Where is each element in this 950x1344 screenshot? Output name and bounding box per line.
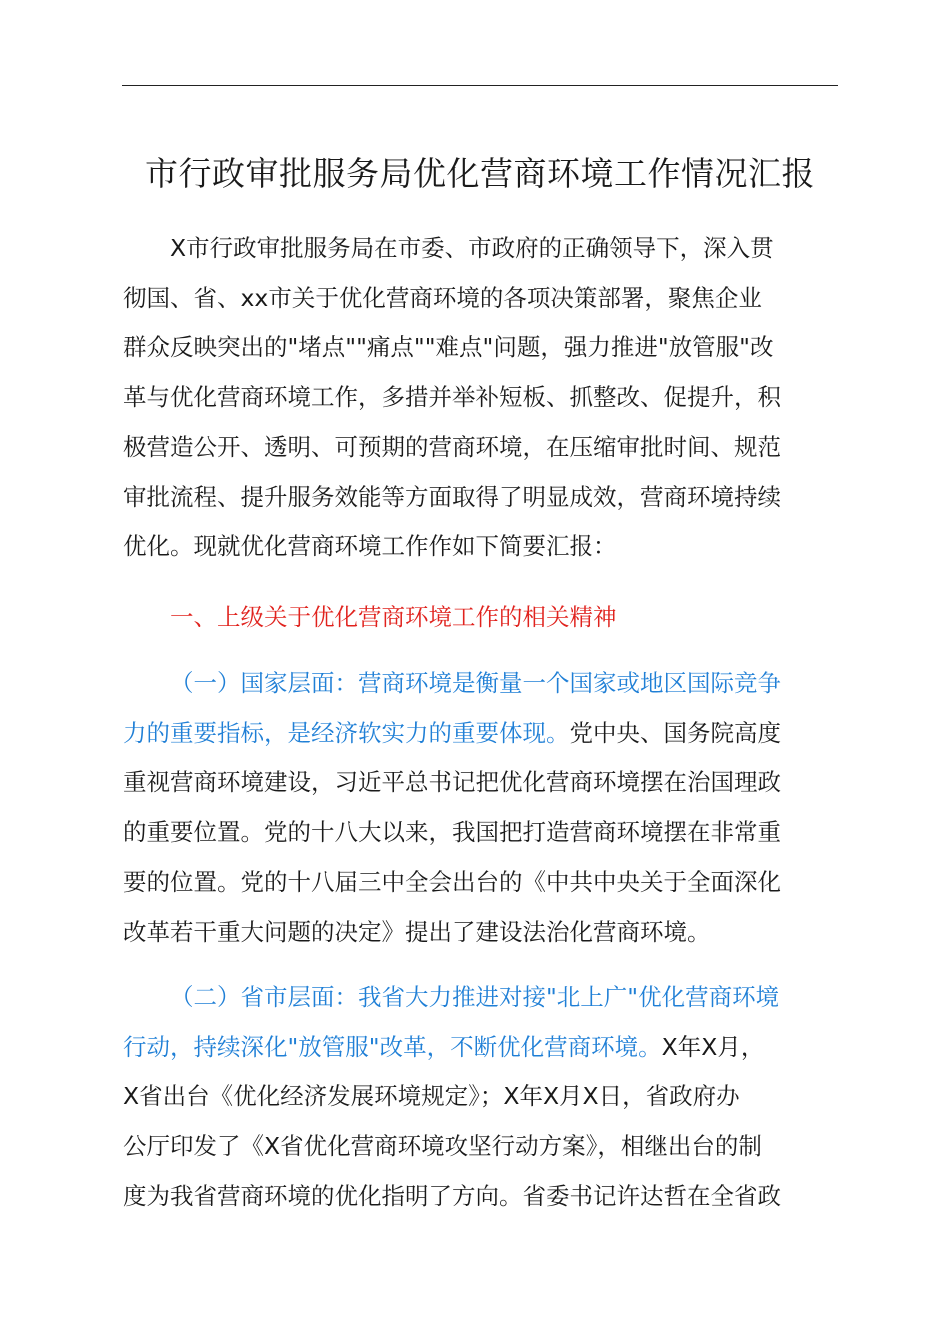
- section-heading-1: 一、上级关于优化营商环境工作的相关精神: [170, 603, 617, 631]
- header-rule: [122, 85, 838, 86]
- subsection-1-paragraph: [123, 659, 839, 957]
- subsection-2-lead: （二）省市层面：我省大力推进对接"北上广"优化营商环境 行动，持续深化"放管服"改革，不断优化营商环境。: [123, 983, 780, 1061]
- document-title: 市行政审批服务局优化营商环境工作情况汇报: [145, 154, 815, 193]
- subsection-2-body: X年X月， X省出台《优化经济发展环境规定》；X年X月X日，省政府办 公厅印发了《X省优化营商环境攻坚行动方案》，相继出台的制 度为我省营商环境的优化指明了方向。省委书记许达哲在全省政: [123, 1032, 781, 1210]
- subsection-1-lead: （一）国家层面：营商环境是衡量一个国家或地区国际竞争 力的重要指标，是经济软实力的重要体现。: [123, 669, 781, 747]
- subsection-1-body: 党中央、国务院高度 重视营商环境建设，习近平总书记把优化营商环境摆在治国理政 的重要位置。党的十八大以来，我国把打造营商环境摆在非常重 要的位置。党的十八届三中全会出台的《中共中央关于全面深化 改革若干重大问题的决定》提出了建设法治化营商环境。: [123, 718, 781, 946]
- subsection-2-paragraph: [123, 973, 839, 1222]
- intro-paragraph: X市行政审批服务局在市委、市政府的正确领导下，深入贯 彻国、省、xx市关于优化营商环境的各项决策部署，聚焦企业 群众反映突出的"堵点""痛点""难点"问题，强力推进"放管服"改 革与优化营商环境工作，多措并举补短板、抓整改、促提升，积 极营造公开、透明、可预期的营商环境，在压缩审批时间、规范 审批流程、提升服务效能等方面取得了明显成效，营商环境持续 优化。现就优化营商环境工作作如下简要汇报：: [123, 234, 781, 561]
